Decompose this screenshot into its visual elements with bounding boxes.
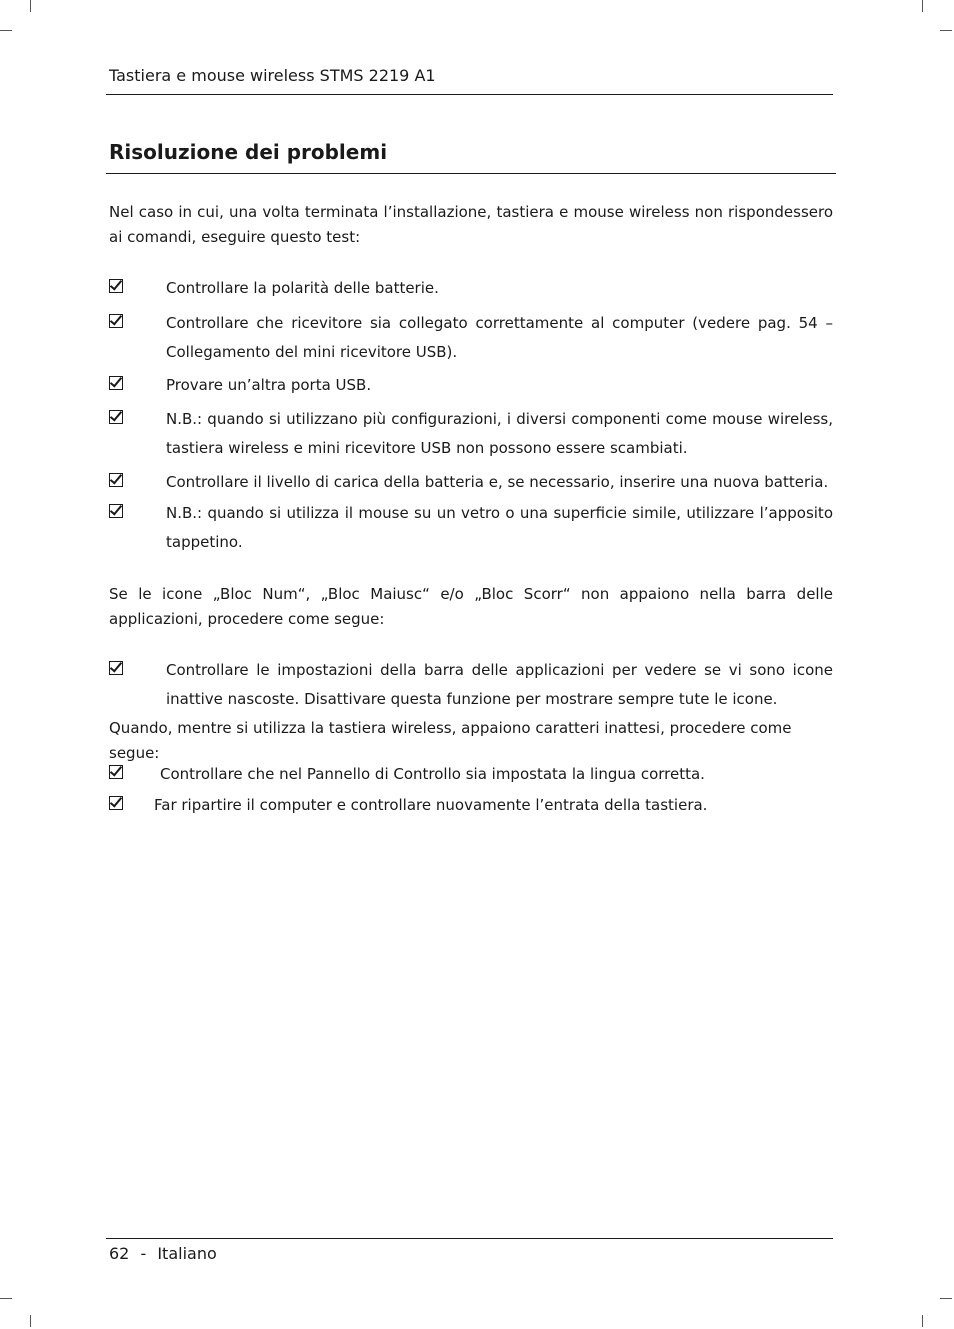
- checked-box-icon: [109, 661, 123, 675]
- checked-box-icon: [109, 796, 123, 810]
- list-item: Far ripartire il computer e controllare nuovamente l’entrata della tastiera.: [109, 791, 833, 820]
- list-item: Controllare la polarità delle batterie.: [109, 274, 833, 303]
- checked-box-icon: [109, 410, 123, 424]
- list-item: N.B.: quando si utilizzano più configurazioni, i diversi componenti come mouse wireless, tastiera wireless e mini ricevitore USB non possono essere scambiati.: [109, 405, 833, 463]
- list-item: Controllare le impostazioni della barra delle applicazioni per vedere se vi sono icone inattive nascoste. Disattivare questa funzione per mostrare sempre tute le icone.: [109, 656, 833, 714]
- page-number: 62: [109, 1244, 130, 1263]
- section-rule: [106, 173, 836, 174]
- crop-mark: [30, 1315, 31, 1327]
- list-item: N.B.: quando si utilizza il mouse su un vetro o una superficie simile, utilizzare l’apposito tappetino.: [109, 499, 833, 557]
- intro-paragraph: Nel caso in cui, una volta terminata l’installazione, tastiera e mouse wireless non rispondessero ai comandi, eseguire questo test:: [109, 203, 833, 246]
- unexpected-chars-paragraph: Quando, mentre si utilizza la tastiera wireless, appaiono caratteri inattesi, procedere come segue:: [109, 719, 792, 762]
- list-item: Provare un’altra porta USB.: [109, 371, 833, 400]
- list-item: Controllare il livello di carica della batteria e, se necessario, inserire una nuova batteria.: [109, 468, 833, 497]
- checked-box-icon: [109, 279, 123, 293]
- list-item: Controllare che nel Pannello di Controllo sia impostata la lingua corretta.: [109, 760, 833, 789]
- footer-language: Italiano: [157, 1244, 217, 1263]
- checked-box-icon: [109, 504, 123, 518]
- crop-mark: [940, 1298, 952, 1299]
- checked-box-icon: [109, 765, 123, 779]
- page-footer: [109, 1244, 217, 1263]
- crop-mark: [0, 30, 12, 31]
- crop-mark: [940, 30, 952, 31]
- checked-box-icon: [109, 473, 123, 487]
- running-header: Tastiera e mouse wireless STMS 2219 A1: [109, 66, 436, 85]
- crop-mark: [0, 1298, 12, 1299]
- header-rule: [106, 94, 833, 95]
- crop-mark: [30, 0, 31, 12]
- footer-separator: -: [140, 1244, 147, 1263]
- list-item: Controllare che ricevitore sia collegato correttamente al computer (vedere pag. 54 – Collegamento del mini ricevitore USB).: [109, 309, 833, 367]
- lock-icons-paragraph: Se le icone „Bloc Num“, „Bloc Maiusc“ e/o „Bloc Scorr“ non appaiono nella barra delle applicazioni, procedere come segue:: [109, 585, 833, 628]
- footer-rule: [106, 1238, 833, 1239]
- checked-box-icon: [109, 376, 123, 390]
- checked-box-icon: [109, 314, 123, 328]
- crop-mark: [922, 0, 923, 12]
- crop-mark: [922, 1315, 923, 1327]
- section-title: Risoluzione dei problemi: [109, 140, 388, 164]
